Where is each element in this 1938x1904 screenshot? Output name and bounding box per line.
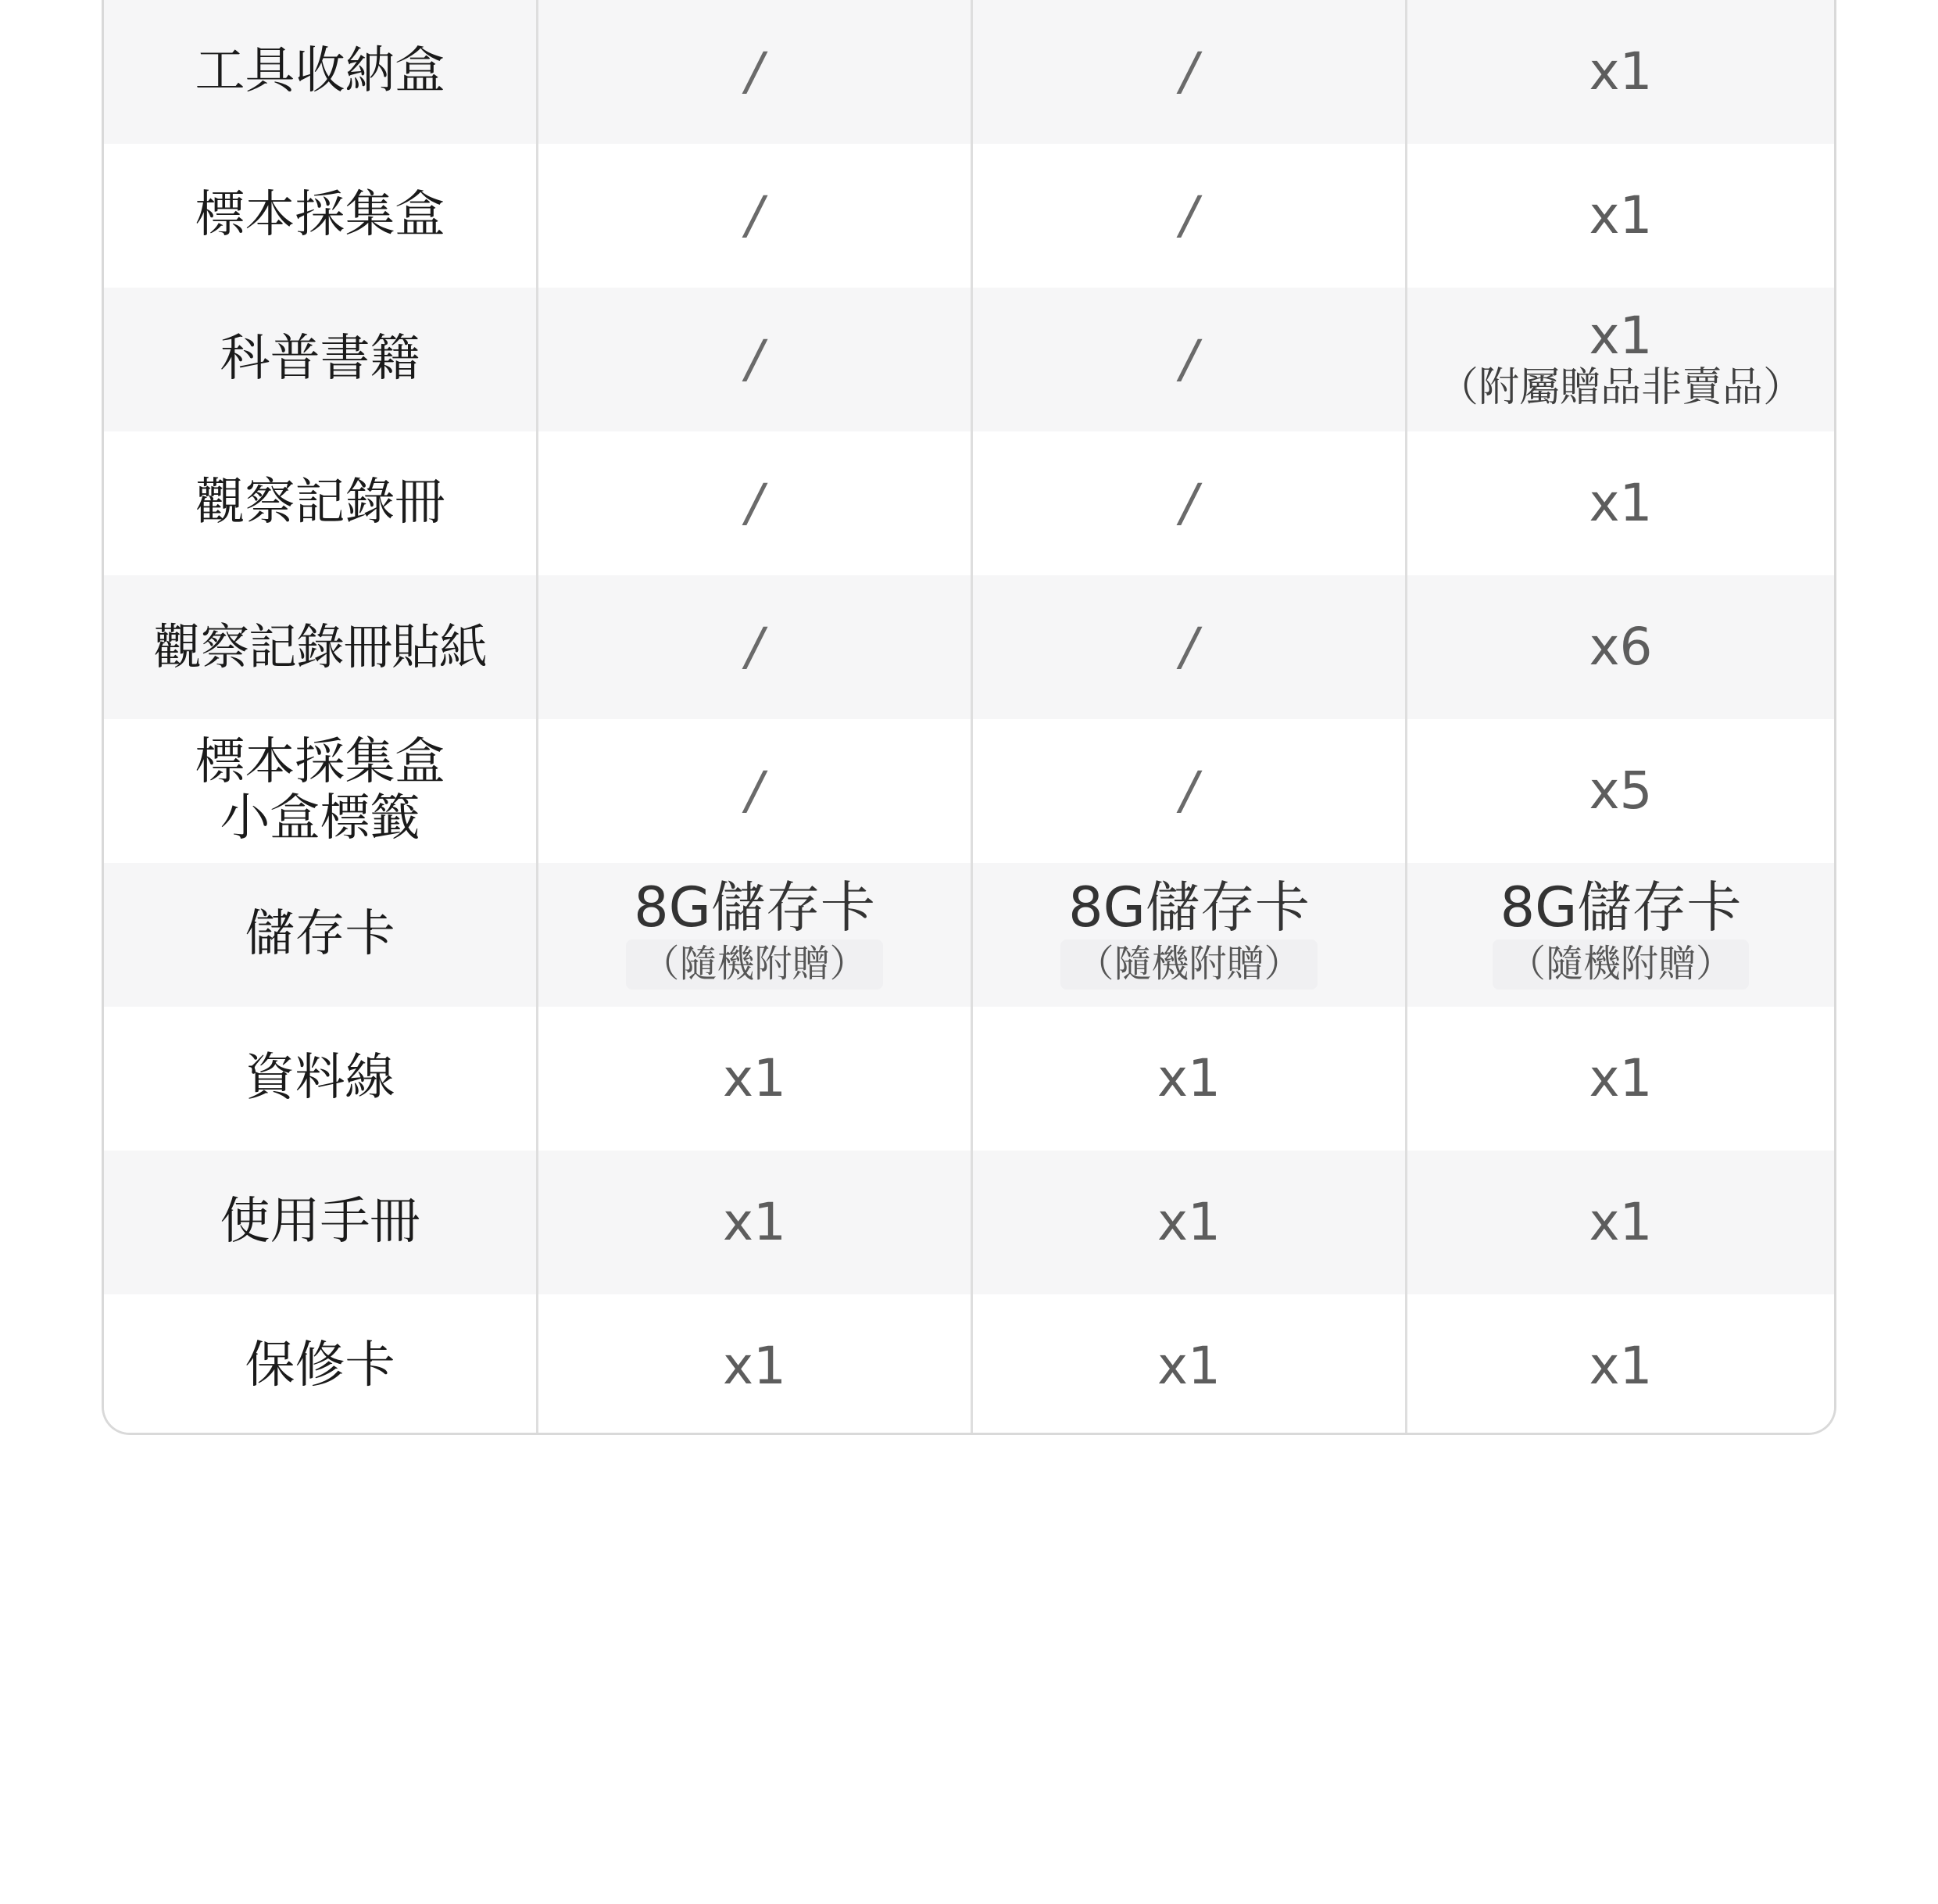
table-row (104, 863, 1834, 1007)
value-cell (973, 431, 1407, 575)
value-text: / (746, 617, 763, 678)
value-text: x6 (1589, 617, 1653, 678)
value-cell (538, 1007, 973, 1151)
row-label-cell (104, 1151, 538, 1294)
value-cell (973, 0, 1407, 144)
value-text: / (1180, 761, 1198, 821)
value-text: / (1180, 185, 1198, 246)
value-text: x1 (1589, 473, 1653, 534)
value-text: x1 (1589, 41, 1653, 102)
value-text: x1 (1157, 1336, 1221, 1397)
value-cell (1407, 1151, 1834, 1294)
row-label: 使用手冊 (220, 1193, 420, 1251)
table-row (104, 575, 1834, 719)
value-cell (1407, 575, 1834, 719)
value-cell (1407, 144, 1834, 288)
value-cell (1407, 863, 1834, 1007)
memory-card-name: 8G儲存卡 (1068, 875, 1310, 940)
memory-card-name: 8G儲存卡 (634, 875, 875, 940)
row-label: 儲存卡 (245, 905, 395, 964)
row-label-cell (104, 288, 538, 431)
value-cell (538, 1294, 973, 1435)
row-label-cell (104, 719, 538, 863)
memory-card-note: （隨機附贈） (626, 939, 882, 989)
value-text: / (746, 329, 763, 390)
value-cell (538, 719, 973, 863)
value-text: / (746, 41, 763, 102)
value-text: x1 (1157, 1192, 1221, 1253)
value-cell (973, 719, 1407, 863)
value-cell (1407, 1007, 1834, 1151)
value-cell (973, 144, 1407, 288)
table-body (104, 0, 1834, 1435)
row-label-cell (104, 1007, 538, 1151)
memory-card-note: （隨機附贈） (1060, 939, 1317, 989)
table-row (104, 288, 1834, 431)
value-cell (973, 1007, 1407, 1151)
value-text: x5 (1589, 761, 1653, 821)
row-label: 標本採集盒 小盒標籤 (195, 733, 445, 847)
row-label: 工具收納盒 (195, 42, 445, 101)
table-row (104, 1294, 1834, 1435)
value-text: / (1180, 473, 1198, 534)
value-text: x1 (1589, 1192, 1653, 1253)
value-text: x1 (1157, 1048, 1221, 1109)
value-cell (1407, 288, 1834, 431)
row-label: 觀察記錄冊 (195, 474, 445, 532)
value-cell (538, 863, 973, 1007)
value-text: x1 (722, 1192, 787, 1253)
row-label: 科普書籍 (220, 330, 420, 388)
table-row (104, 1151, 1834, 1294)
value-text: x1 (1589, 305, 1653, 366)
value-cell (538, 0, 973, 144)
table-row (104, 1007, 1834, 1151)
row-label-cell (104, 863, 538, 1007)
value-text: / (746, 473, 763, 534)
value-cell (1407, 431, 1834, 575)
value-cell (1407, 719, 1834, 863)
value-text: x1 (722, 1336, 787, 1397)
value-text: x1 (1589, 1336, 1653, 1397)
value-text: / (1180, 617, 1198, 678)
value-text: / (1180, 41, 1198, 102)
value-text: x1 (1589, 185, 1653, 246)
memory-card-name: 8G儲存卡 (1500, 875, 1742, 940)
value-text: x1 (1589, 1048, 1653, 1109)
row-label: 資料線 (245, 1049, 395, 1108)
value-cell (538, 144, 973, 288)
table-row (104, 144, 1834, 288)
value-text: / (1180, 329, 1198, 390)
row-label: 標本採集盒 (195, 186, 445, 245)
table-row (104, 431, 1834, 575)
table-row (104, 719, 1834, 863)
value-cell (973, 288, 1407, 431)
row-label: 保修卡 (245, 1337, 395, 1395)
memory-card-note: （隨機附贈） (1493, 939, 1749, 989)
value-text: / (746, 761, 763, 821)
row-label: 觀察記錄冊貼紙 (152, 618, 487, 676)
value-cell (538, 575, 973, 719)
comparison-table (102, 0, 1836, 1435)
value-cell (538, 1151, 973, 1294)
value-cell (973, 575, 1407, 719)
value-cell (1407, 0, 1834, 144)
value-text: x1 (722, 1048, 787, 1109)
value-cell (973, 1151, 1407, 1294)
row-label-cell (104, 431, 538, 575)
value-note: （附屬贈品非賣品） (1437, 364, 1804, 412)
value-text: / (746, 185, 763, 246)
row-label-cell (104, 1294, 538, 1435)
value-cell (538, 431, 973, 575)
row-label-cell (104, 0, 538, 144)
value-cell (1407, 1294, 1834, 1435)
row-label-cell (104, 575, 538, 719)
value-cell (973, 1294, 1407, 1435)
table-row (104, 0, 1834, 144)
value-cell (538, 288, 973, 431)
row-label-cell (104, 144, 538, 288)
value-cell (973, 863, 1407, 1007)
